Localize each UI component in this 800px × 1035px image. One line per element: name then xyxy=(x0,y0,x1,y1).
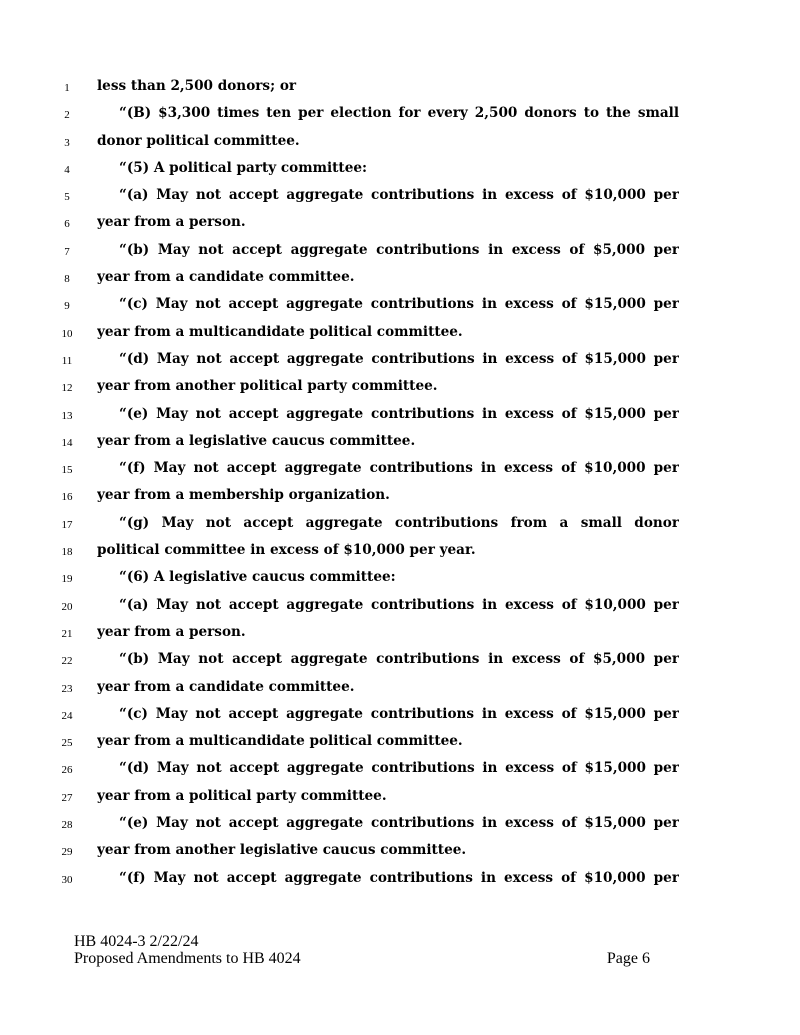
document-line xyxy=(0,320,800,347)
document-line xyxy=(0,538,800,565)
line-text: year from a membership organization. xyxy=(97,487,390,504)
document-line xyxy=(0,565,800,592)
line-number: 9 xyxy=(64,300,70,313)
document-line xyxy=(0,866,800,893)
line-text: “(b) May not accept aggregate contributions in excess of $5,000 per xyxy=(119,241,679,258)
line-number: 14 xyxy=(61,436,73,449)
document-line xyxy=(0,593,800,620)
document-line xyxy=(0,483,800,510)
line-number: 27 xyxy=(61,791,73,804)
document-line xyxy=(0,101,800,128)
line-text: “(B) $3,300 times ten per election for every 2,500 donors to the small xyxy=(119,105,679,122)
line-number: 8 xyxy=(64,273,70,286)
line-number: 1 xyxy=(64,82,70,94)
document-line xyxy=(0,156,800,183)
footer-description: Proposed Amendments to HB 4024 xyxy=(74,950,301,967)
document-line xyxy=(0,183,800,210)
line-number: 20 xyxy=(61,600,73,613)
line-number: 11 xyxy=(61,354,73,367)
line-number: 15 xyxy=(61,464,73,477)
line-text: “(d) May not accept aggregate contributions in excess of $15,000 per xyxy=(119,760,679,777)
line-text: “(6) A legislative caucus committee: xyxy=(119,569,396,586)
line-number: 3 xyxy=(64,136,70,149)
document-line xyxy=(0,238,800,265)
page-number: Page 6 xyxy=(606,950,650,967)
line-text: year from a multicandidate political committee. xyxy=(97,733,463,750)
line-text: year from a multicandidate political committee. xyxy=(97,323,463,340)
line-text: “(g) May not accept aggregate contributions from a small donor xyxy=(119,514,679,531)
line-number: 28 xyxy=(61,819,73,832)
line-number: 22 xyxy=(61,655,73,668)
line-text: “(a) May not accept aggregate contributions in excess of $10,000 per xyxy=(119,187,679,204)
line-text: “(f) May not accept aggregate contributions in excess of $10,000 per xyxy=(119,460,679,477)
line-number: 2 xyxy=(64,109,70,122)
line-text: “(c) May not accept aggregate contributions in excess of $15,000 per xyxy=(119,296,679,313)
line-number: 23 xyxy=(61,682,73,695)
line-number: 16 xyxy=(61,491,73,504)
line-text: year from a person. xyxy=(97,623,246,640)
line-number: 6 xyxy=(64,218,70,231)
line-text: year from a candidate committee. xyxy=(97,678,355,695)
line-text: “(a) May not accept aggregate contributions in excess of $10,000 per xyxy=(119,596,679,613)
line-number: 24 xyxy=(61,709,73,722)
line-number: 25 xyxy=(61,737,73,750)
line-text: “(5) A political party committee: xyxy=(119,159,368,176)
line-number: 17 xyxy=(61,518,73,531)
document-line xyxy=(0,456,800,483)
document-line xyxy=(0,647,800,674)
line-number: 26 xyxy=(61,764,73,777)
document-line xyxy=(0,756,800,783)
document-line xyxy=(0,129,800,156)
document-body xyxy=(0,74,800,893)
document-line xyxy=(0,347,800,374)
document-line xyxy=(0,429,800,456)
line-text: “(c) May not accept aggregate contributions in excess of $15,000 per xyxy=(119,705,679,722)
line-number: 30 xyxy=(61,873,73,886)
document-line xyxy=(0,210,800,237)
line-text: “(e) May not accept aggregate contributions in excess of $15,000 per xyxy=(119,815,679,832)
line-text: political committee in excess of $10,000 per year. xyxy=(97,542,476,559)
line-number: 29 xyxy=(61,846,73,859)
line-number: 12 xyxy=(61,382,73,395)
page-footer xyxy=(74,933,654,967)
line-text: year from a person. xyxy=(97,214,246,231)
line-number: 19 xyxy=(61,573,73,586)
document-line xyxy=(0,811,800,838)
document-line xyxy=(0,729,800,756)
line-text: year from a candidate committee. xyxy=(97,269,355,286)
document-line xyxy=(0,511,800,538)
line-number: 10 xyxy=(61,327,73,340)
document-line xyxy=(0,292,800,319)
footer-bill-version: HB 4024-3 2/22/24 xyxy=(74,933,199,950)
line-number: 21 xyxy=(61,627,73,640)
document-line xyxy=(0,402,800,429)
line-text: “(e) May not accept aggregate contributions in excess of $15,000 per xyxy=(119,405,679,422)
document-line xyxy=(0,702,800,729)
line-number: 7 xyxy=(64,245,70,258)
line-text: less than 2,500 donors; or xyxy=(97,78,297,94)
line-text: year from a legislative caucus committee. xyxy=(97,432,416,449)
line-text: “(b) May not accept aggregate contributions in excess of $5,000 per xyxy=(119,651,679,668)
document-line xyxy=(0,374,800,401)
document-line xyxy=(0,265,800,292)
line-text: “(d) May not accept aggregate contributions in excess of $15,000 per xyxy=(119,350,679,367)
document-line xyxy=(0,74,800,101)
line-text: donor political committee. xyxy=(97,132,300,149)
line-number: 18 xyxy=(61,546,73,559)
line-number: 13 xyxy=(61,409,73,422)
document-line xyxy=(0,620,800,647)
document-line xyxy=(0,675,800,702)
line-number: 4 xyxy=(64,163,70,176)
line-text: year from another legislative caucus committee. xyxy=(97,842,467,859)
line-text: year from another political party committee. xyxy=(97,378,438,395)
line-number: 5 xyxy=(64,191,70,204)
document-line xyxy=(0,784,800,811)
line-text: year from a political party committee. xyxy=(97,787,387,804)
document-line xyxy=(0,838,800,865)
line-text: “(f) May not accept aggregate contributions in excess of $10,000 per xyxy=(119,869,679,886)
